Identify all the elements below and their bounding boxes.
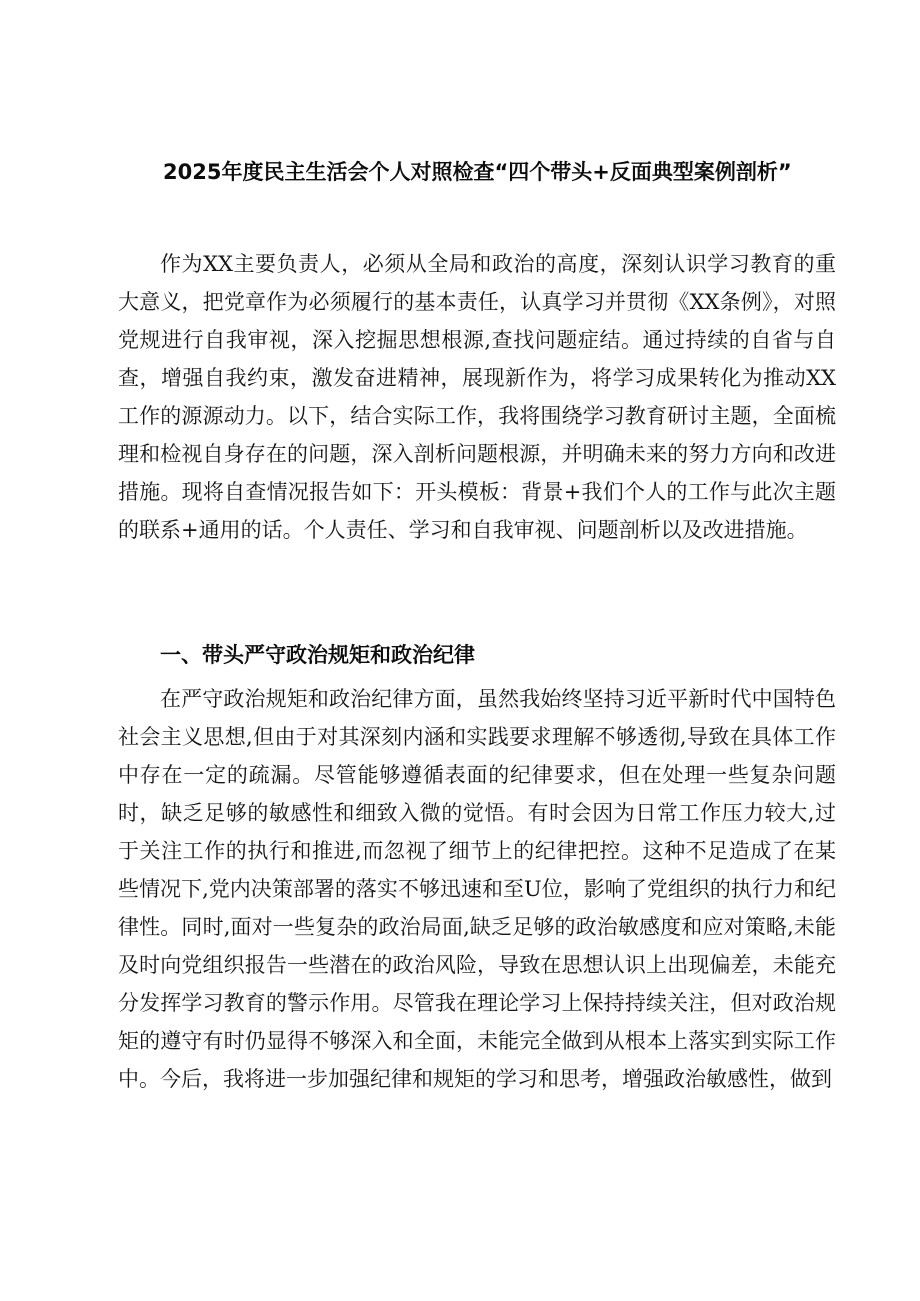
section-heading: 一、带头严守政治规矩和政治纪律 [160,643,475,667]
intro-paragraph: 作为XX主要负责人，必须从全局和政治的高度，深刻认识学习教育的重大意义，把党章作为必须履行的基本责任，认真学习并贯彻《XX条例》，对照党规进行自我审视，深入挖掘思想根源,查找问题症结。通过持续的自省与自查，增强自我约束，激发奋进精神，展现新作为，将学习成果转化为推动XX工作的源源动力。以下，结合实际工作，我将围绕学习教育研讨主题，全面梳理和检视自身存在的问题，深入剖析问题根源，并明确未来的努力方向和改进措施。现将自查情况报告如下：开头模板：背景+我们个人的工作与此次主题的联系+通用的话。个人责任、学习和自我审视、问题剖析以及改进措施。 [118,252,836,542]
document-title: 2025年度民主生活会个人对照检查“四个带头+反面典型案例剖析” [163,160,792,184]
section-paragraph: 在严守政治规矩和政治纪律方面，虽然我始终坚持习近平新时代中国特色社会主义思想,但由于对其深刻内涵和实践要求理解不够透彻,导致在具体工作中存在一定的疏漏。尽管能够遵循表面的纪律要求，但在处理一些复杂问题时，缺乏足够的敏感性和细致入微的觉悟。有时会因为日常工作压力较大,过于关注工作的执行和推进,而忽视了细节上的纪律把控。这种不足造成了在某些情况下,党内决策部署的落实不够迅速和至U位，影响了党组织的执行力和纪律性。同时,面对一些复杂的政治局面,缺乏足够的政治敏感度和应对策略,未能及时向党组织报告一些潜在的政治风险，导致在思想认识上出现偏差，未能充分发挥学习教育的警示作用。尽管我在理论学习上保持持续关注，但对政治规矩的遵守有时仍显得不够深入和全面，未能完全做到从根本上落实到实际工作中。今后，我将进一步加强纪律和规矩的学习和思考，增强政治敏感性，做到 [118,687,836,1091]
